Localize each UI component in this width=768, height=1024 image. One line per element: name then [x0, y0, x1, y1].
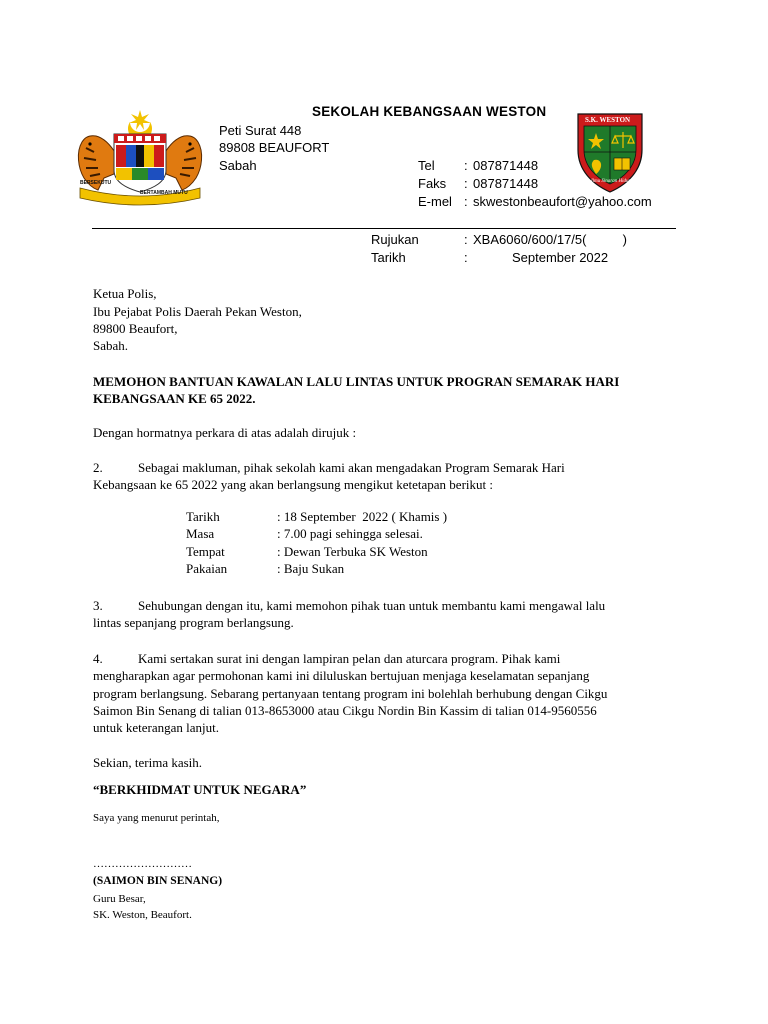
- opening-line: Dengan hormatnya perkara di atas adalah dirujuk :: [93, 425, 357, 440]
- rujukan-sep: :: [464, 232, 468, 247]
- detail-label-pakaian: Pakaian: [186, 561, 228, 576]
- email-sep: :: [464, 194, 468, 209]
- badge-motto: Ilmu Sinaran Hidup: [591, 179, 631, 184]
- detail-label-tempat: Tempat: [186, 544, 225, 559]
- recipient-line-1: Ketua Polis,: [93, 286, 157, 301]
- para4-line-1: Kami sertakan surat ini dengan lampiran pelan dan aturcara program. Pihak kami: [138, 651, 561, 666]
- email-label: E-mel: [418, 194, 452, 209]
- school-name: SEKOLAH KEBANGSAAN WESTON: [312, 104, 547, 119]
- tarikh-sep: :: [464, 250, 468, 265]
- para4-line-2: mengharapkan agar permohonan kami ini diluluskan bertujuan menjaga keselamatan sepanjang: [93, 668, 590, 683]
- para4-line-5: untuk keterangan lanjut.: [93, 720, 219, 735]
- crest-motto-left: BERSEKUTU: [80, 180, 112, 186]
- signature-line: ………………………: [93, 858, 192, 870]
- fax-label: Faks: [418, 176, 447, 191]
- signatory-school: SK. Weston, Beaufort.: [93, 909, 192, 921]
- signatory-title: Guru Besar,: [93, 893, 146, 905]
- recipient-line-2: Ibu Pejabat Polis Daerah Pekan Weston,: [93, 304, 302, 319]
- para4-number: 4.: [93, 651, 103, 666]
- para2-line-1: Sebagai makluman, pihak sekolah kami akan mengadakan Program Semarak Hari: [138, 460, 565, 475]
- tel-sep: :: [464, 158, 468, 173]
- recipient-line-4: Sabah.: [93, 338, 129, 353]
- detail-value-pakaian: : Baju Sukan: [277, 561, 345, 576]
- para4-line-4: Saimon Bin Senang di talian 013-8653000 atau Cikgu Nordin Bin Kassim di talian 014-9560556: [93, 703, 597, 718]
- motto-line: “BERKHIDMAT UNTUK NEGARA”: [93, 782, 307, 797]
- tarikh-label: Tarikh: [371, 250, 406, 265]
- signoff-line: Saya yang menurut perintah,: [93, 812, 220, 824]
- para3-number: 3.: [93, 598, 103, 613]
- email-value: skwestonbeaufort@yahoo.com: [473, 194, 652, 209]
- crest-motto-right: BERTAMBAH MUTU: [140, 190, 188, 196]
- tel-value: 087871448: [473, 158, 539, 173]
- sk-weston-school-badge-icon: [574, 106, 646, 194]
- para2-line-2: Kebangsaan ke 65 2022 yang akan berlangsung mengikut ketetapan berikut :: [93, 477, 493, 492]
- para2-number: 2.: [93, 460, 103, 475]
- address-line-1: Peti Surat 448: [219, 123, 302, 138]
- closing-line: Sekian, terima kasih.: [93, 755, 203, 770]
- para3-line-2: lintas sepanjang program berlangsung.: [93, 615, 294, 630]
- detail-value-tarikh: : 18 September 2022 ( Khamis ): [277, 509, 448, 524]
- rujukan-value: XBA6060/600/17/5( ): [473, 232, 627, 247]
- badge-banner: S.K. WESTON: [585, 116, 631, 124]
- signatory-name: (SAIMON BIN SENANG): [93, 875, 223, 887]
- address-line-2: 89808 BEAUFORT: [219, 140, 330, 155]
- detail-label-tarikh: Tarikh: [186, 509, 220, 524]
- fax-sep: :: [464, 176, 468, 191]
- subject-line-1: MEMOHON BANTUAN KAWALAN LALU LINTAS UNTUK PROGRAN SEMARAK HARI: [93, 374, 620, 389]
- subject-line-2: KEBANGSAAN KE 65 2022.: [93, 391, 256, 406]
- para3-line-1: Sehubungan dengan itu, kami memohon pihak tuan untuk membantu kami mengawal lalu: [138, 598, 606, 613]
- tel-label: Tel: [418, 158, 435, 173]
- tarikh-value: September 2022: [512, 250, 609, 265]
- fax-value: 087871448: [473, 176, 539, 191]
- detail-value-tempat: : Dewan Terbuka SK Weston: [277, 544, 428, 559]
- malaysia-coat-of-arms-icon: [74, 108, 206, 204]
- detail-value-masa: : 7.00 pagi sehingga selesai.: [277, 526, 423, 541]
- para4-line-3: program berlangsung. Sebarang pertanyaan tentang program ini bolehlah berhubung dengan Cikgu: [93, 686, 608, 701]
- recipient-line-3: 89800 Beaufort,: [93, 321, 178, 336]
- header-divider: [92, 228, 676, 229]
- detail-label-masa: Masa: [186, 526, 215, 541]
- address-line-3: Sabah: [219, 158, 257, 173]
- rujukan-label: Rujukan: [371, 232, 419, 247]
